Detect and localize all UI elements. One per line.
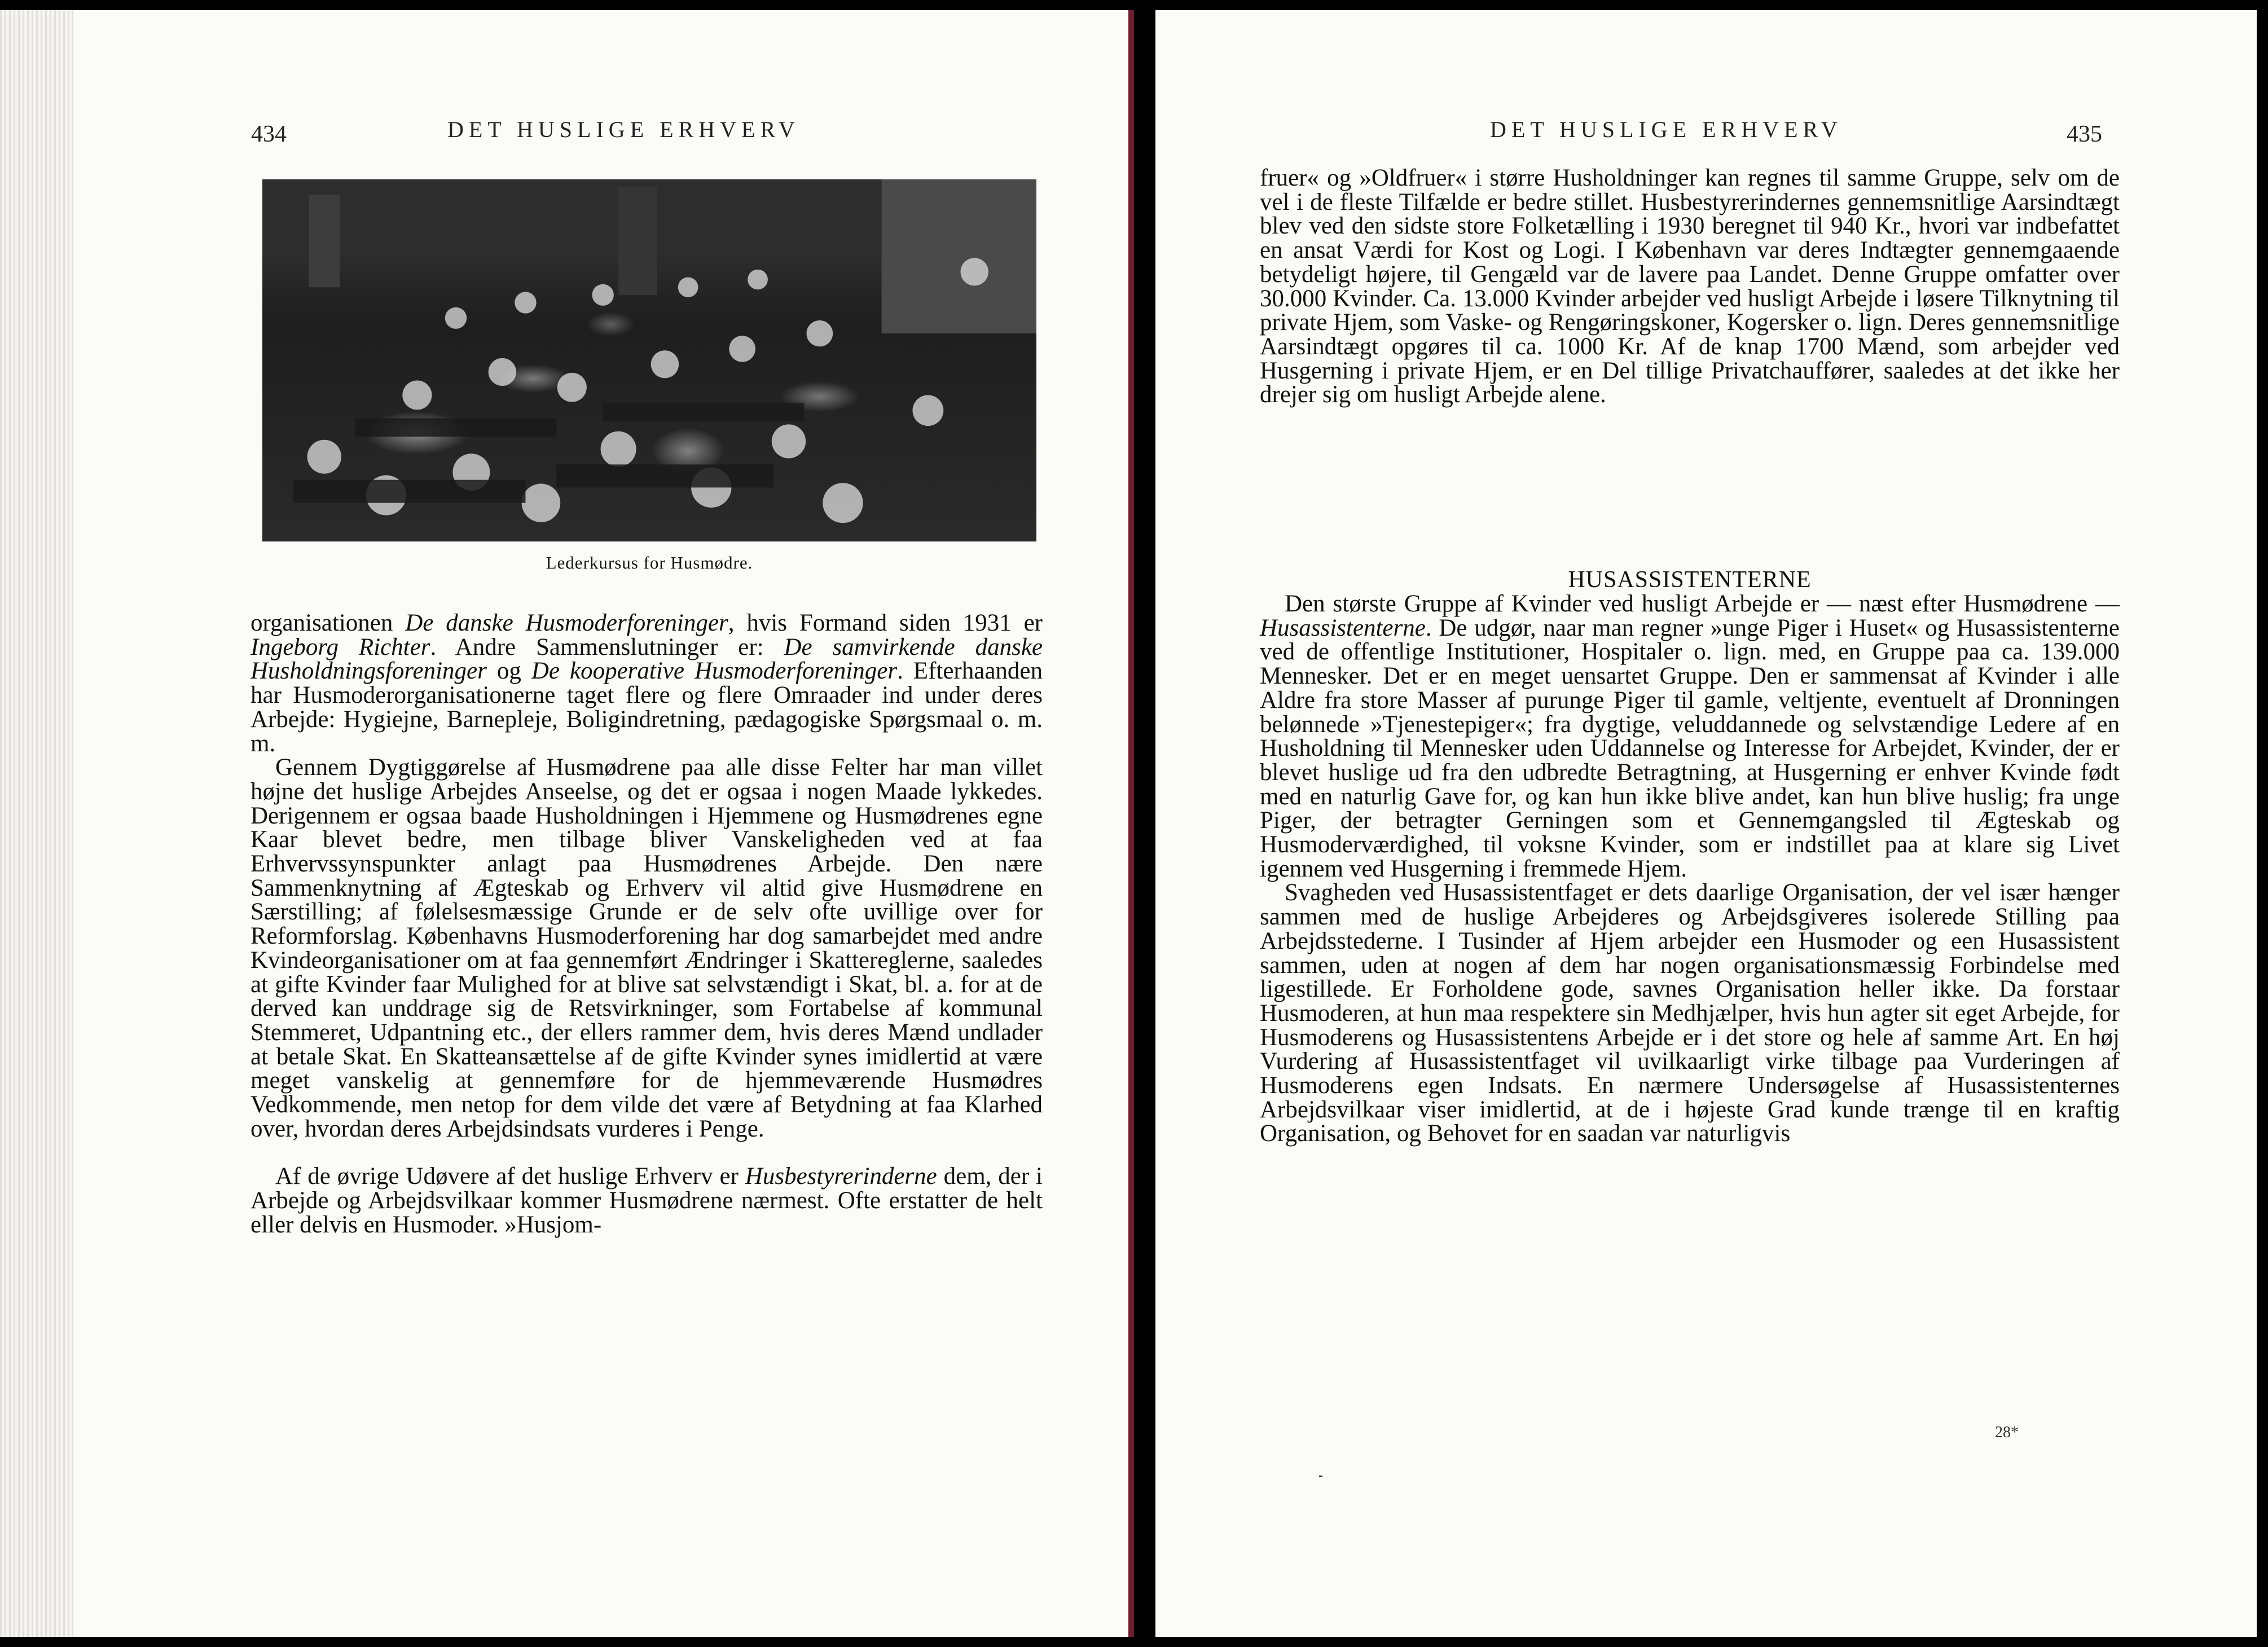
page-number: 434 [251,121,287,147]
text-run: Den største Gruppe af Kvinder ved husligt Arbejde er — næst efter Husmødrene — [1285,591,2120,617]
text-run: . De udgør, naar man regner »unge Piger i Huset« og Husassistenterne ved de offentlige Institutioner, Hospitaler o. lign. med, en Gruppe paa ca. 139.000 Mennesker. Det er en meget uensartet Gruppe. Den er sammensat af Kvinder i alle Aldre fra store Masser af purunge Piger til gamle, veltjente, eventuelt af Dronningen belønnede »Tjenestepiger«; fra dygtige, veluddannede og selvstændige Ledere af en Husholdning til Mennesker uden Uddannelse og Interesse for Arbejdet, Kvinder, der er blevet huslige ud fra den udbredte Betragtning, at Husgerning er enhver Kvinde født med en naturlig Gave for, og kan hun ikke blive andet, kan hun blive huslig; fra unge Piger, der betragter Gerningen som et Gennemgangsled til Ægteskab og Husmoderværdighed, til voksne Kvinder, som er indstillet paa at klare sig Livet igennem ved Husgerning i fremmede Hjem. [1260,614,2120,882]
signature-mark: 28* [1995,1424,2019,1441]
paragraph [250,1165,1043,1237]
italic-text: Ingeborg Richter [250,633,430,660]
text-run: Gennem Dygtiggørelse af Husmødrene paa alle disse Felter har man villet højne det huslige Arbejdes Anseelse, og det er ogsaa i nogen Maade lykkedes. Derigennem er ogsaa baade Husholdningen i Hjemmene og Husmødrenes egne Kaar blevet bedre, men tilbage bliver Vanskeligheden ved at faa Erhvervssynspunkter anlagt paa Husmødrenes Arbejde. Den nære Sammenknytning af Ægteskab og Erhverv vil altid give Husmødrene en Særstilling; af følelsesmæssige Grunde er de selv ofte uvillige over for Reformforslag. Københavns Husmoderforening har dog samarbejdet med andre Kvindeorganisationer om at faa gennemført Ændringer i Skattereglerne, saaledes at gifte Kvinder faar Mulighed for at blive sat selvstændigt i Skat, bl. a. for at de derved kan unddrage sig de Retsvirkninger, som Fortabelse af kommunal Stemmeret, Udpantning etc., der ellers rammer dem, hvis deres Mænd undlader at betale Skat. En Skatteansættelse af de gifte Kvinder synes imidlertid at være meget vanskelig at gennemføre for de hjemmeværende Husmødres Vedkommende, men netop for dem vilde det være af Betydning at faa Klarhed over, hvordan deres Arbejdsindsats vurderes i Penge. [250,754,1043,1142]
ink-speck [1319,1476,1322,1477]
section-heading: HUSASSISTENTERNE [1568,567,1812,593]
text-run: og [486,658,531,685]
italic-text: Husassistenterne [1260,614,1426,641]
photo-silhouettes [262,179,1036,541]
text-run: fruer« og »Oldfruer« i større Husholdninger kan regnes til samme Gruppe, selv om de vel i de fleste Tilfælde er bedre stillet. Husbestyrerindernes gennemsnitlige Aarsindtægt blev ved den sidste store Folketælling i 1930 beregnet til 940 Kr., hvori var indbefattet en ansat Værdi for Kost og Logi. I København var deres Indtægter gennemgaaende betydeligt højere, til Gengæld var de lavere paa Landet. Denne Gruppe omfatter over 30.000 Kvinder. Ca. 13.000 Kvinder arbejder ved husligt Arbejde i løsere Tilknytning til private Hjem, som Vaske- og Rengøringskoner, Kogersker o. lign. Deres gennemsnitlige Aarsindtægt opgøres til ca. 1000 Kr. Af de knap 1700 Mænd, som arbejder ved Husgerning i private Hjem, er en Del tillige Privatchauffører, saaledes at det ikke her drejer sig om husligt Arbejde alene. [1260,165,2120,408]
text-run: organisationen [250,610,406,636]
page-stack-edge [0,10,73,1637]
text-run: Af de øvrige Udøvere af det huslige Erhverv er [275,1163,745,1190]
running-head: DET HUSLIGE ERHVERV [1490,117,1843,142]
text-run: , hvis Formand siden 1931 er [728,610,1043,636]
right-page-intro [1260,166,2120,407]
left-page [0,10,1134,1637]
text-run: Svagheden ved Husassistentfaget er dets daarlige Organisation, der vel især hænger sammen med de huslige Arbejderes og Arbejdsgiveres isolerede Stilling paa Arbejdsstederne. I Tusinder af Hjem arbejder een Husmoder og een Husassistent sammen, uden at nogen af dem har nogen organisationsmæssig Forbindelse med ligestillede. Er Forholdene gode, savnes Organisation heller ikke. Da forstaar Husmoderen, at hun maa respektere sin Medhjælper, hvis hun agter sit eget Arbejde, for Husmoderens og Husassistentens Arbejde er i det store og hele af samme Art. En høj Vurdering af Husassistentfaget vil uvilkaarligt virke tilbage paa Vurderingen af Husmoderens egen Indsats. En nærmere Undersøgelse af Husassistenternes Arbejdsvilkaar viser imidlertid, at de i højeste Grad kunde trænge til en kraftig Organisation, og Behovet for en saadan var naturligvis [1260,879,2120,1147]
text-run: dem, der i Arbejde og Arbejdsvilkaar kommer Husmødrene nærmest. Ofte erstatter de helt eller delvis en Husmoder. »Husjom- [250,1163,1043,1238]
paragraph [250,611,1043,756]
text-run: . Andre Sammenslutninger er: [430,633,784,660]
text-run: . Efterhaanden har Husmoderorganisationerne taget flere og flere Omraader ind under deres Arbejde: Hygiejne, Barnepleje, Boligindretning, pædagogiske Spørgsmaal o. m. m. [250,658,1043,757]
paragraph [250,756,1043,1141]
right-page-body [1260,592,2120,1146]
italic-text: De samvirkende danske Husholdningsforeninger [250,633,1043,685]
italic-text: Husbestyrerinderne [745,1163,937,1190]
running-head: DET HUSLIGE ERHVERV [447,117,800,142]
page-number: 435 [2067,121,2102,147]
classroom-photo [262,179,1036,541]
left-page-body [250,611,1043,1238]
paragraph [1260,166,2120,407]
paragraph [1260,592,2120,881]
photo-caption: Lederkursus for Husmødre. [546,553,753,573]
paragraph [1260,881,2120,1146]
italic-text: De kooperative Husmoderforeninger [531,658,898,685]
italic-text: De danske Husmoderforeninger [405,610,728,636]
